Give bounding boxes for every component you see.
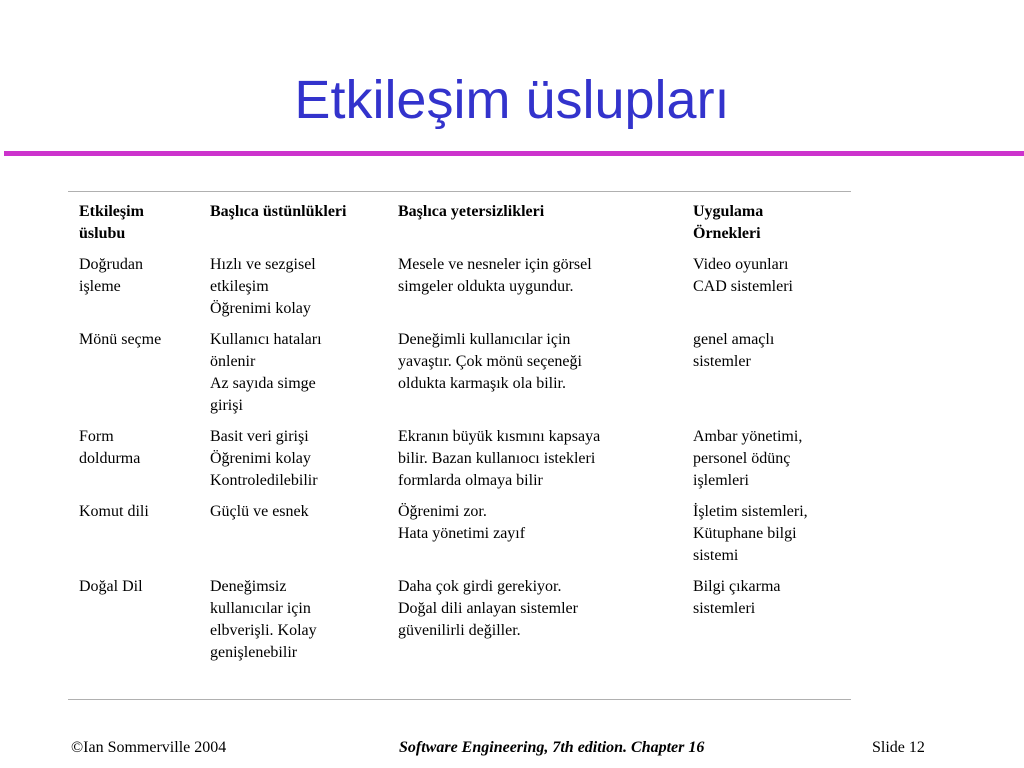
cell-line: Başlıca üstünlükleri <box>210 203 347 220</box>
table-cell <box>199 501 387 576</box>
table-cell <box>199 329 387 426</box>
table-cell <box>199 254 387 329</box>
table-header-row <box>68 201 851 254</box>
slide-title: Etkileşim üslupları <box>294 70 730 130</box>
cell-line: Örnekleri <box>693 225 761 242</box>
cell-line: Basit veri girişi <box>210 428 309 445</box>
footer-book-title: Software Engineering, 7th edition. Chapter 16 <box>399 739 705 756</box>
table-row <box>68 501 851 576</box>
cell-line: Öğrenimi kolay <box>210 300 311 317</box>
footer-copyright: ©Ian Sommerville 2004 <box>71 739 227 756</box>
cell-line: Öğrenimi zor. <box>398 503 487 520</box>
cell-line: formlarda olmaya bilir <box>398 472 543 489</box>
header-cell <box>199 201 387 254</box>
cell-line: Doğal dili anlayan sistemler <box>398 600 578 617</box>
table-cell <box>387 426 682 501</box>
cell-line: Kullanıcı hataları <box>210 331 322 348</box>
cell-line: Kütuphane bilgi <box>693 525 797 542</box>
cell-line: Güçlü ve esnek <box>210 503 309 520</box>
cell-line: Hızlı ve sezgisel <box>210 256 316 273</box>
table-cell <box>387 254 682 329</box>
table-row <box>68 426 851 501</box>
header-cell <box>68 201 199 254</box>
cell-line: Uygulama <box>693 203 764 220</box>
cell-line: oldukta karmaşık ola bilir. <box>398 375 566 392</box>
cell-line: personel ödünç <box>693 450 791 467</box>
cell-line: girişi <box>210 397 243 414</box>
cell-line: genel amaçlı <box>693 331 775 348</box>
table-container <box>68 191 851 700</box>
cell-line: önlenir <box>210 353 256 370</box>
table-cell <box>387 576 682 673</box>
table-row <box>68 329 851 426</box>
table-cell <box>68 254 199 329</box>
header-cell <box>682 201 851 254</box>
cell-line: bilir. Bazan kullanıocı istekleri <box>398 450 596 467</box>
cell-line: Kontroledilebilir <box>210 472 318 489</box>
cell-line: Deneğimli kullanıcılar için <box>398 331 571 348</box>
cell-line: yavaştır. Çok mönü seçeneği <box>398 353 582 370</box>
cell-line: sistemler <box>693 353 751 370</box>
cell-line: Başlıca yetersizlikleri <box>398 203 545 220</box>
table-cell <box>199 426 387 501</box>
cell-line: CAD sistemleri <box>693 278 793 295</box>
table-cell <box>68 501 199 576</box>
cell-line: işleme <box>79 278 121 295</box>
cell-line: işlemleri <box>693 472 749 489</box>
table-cell <box>199 576 387 673</box>
cell-line: Hata yönetimi zayıf <box>398 525 526 542</box>
table-row <box>68 254 851 329</box>
cell-line: Bilgi çıkarma <box>693 578 781 595</box>
cell-line: Doğrudan <box>79 256 143 273</box>
cell-line: genişlenebilir <box>210 644 298 661</box>
cell-line: etkileşim <box>210 278 269 295</box>
table-cell <box>68 329 199 426</box>
cell-line: Ambar yönetimi, <box>693 428 803 445</box>
table-cell <box>387 329 682 426</box>
cell-line: sistemi <box>693 547 739 564</box>
cell-line: simgeler oldukta uygundur. <box>398 278 574 295</box>
table-cell <box>682 254 851 329</box>
cell-line: Ekranın büyük kısmını kapsaya <box>398 428 601 445</box>
cell-line: Deneğimsiz <box>210 578 287 595</box>
table-cell <box>682 501 851 576</box>
table-cell <box>68 576 199 673</box>
cell-line: İşletim sistemleri, <box>693 503 808 520</box>
cell-line: Video oyunları <box>693 256 789 273</box>
table-row <box>68 576 851 673</box>
interaction-styles-table <box>68 201 851 673</box>
cell-line: Doğal Dil <box>79 578 143 595</box>
cell-line: güvenilirli değiller. <box>398 622 521 639</box>
cell-line: üslubu <box>79 225 126 242</box>
table-cell <box>682 329 851 426</box>
title-divider <box>4 151 1024 156</box>
table-cell <box>682 576 851 673</box>
cell-line: Form <box>79 428 114 445</box>
cell-line: Öğrenimi kolay <box>210 450 311 467</box>
footer-slide-number: Slide 12 <box>872 739 925 756</box>
cell-line: kullanıcılar için <box>210 600 311 617</box>
cell-line: Mönü seçme <box>79 331 162 348</box>
table-cell <box>387 501 682 576</box>
cell-line: Az sayıda simge <box>210 375 316 392</box>
cell-line: elbverişli. Kolay <box>210 622 317 639</box>
cell-line: Daha çok girdi gerekiyor. <box>398 578 562 595</box>
cell-line: doldurma <box>79 450 141 467</box>
table-cell <box>68 426 199 501</box>
cell-line: sistemleri <box>693 600 756 617</box>
table-cell <box>682 426 851 501</box>
cell-line: Etkileşim <box>79 203 144 220</box>
cell-line: Komut dili <box>79 503 149 520</box>
cell-line: Mesele ve nesneler için görsel <box>398 256 592 273</box>
header-cell <box>387 201 682 254</box>
